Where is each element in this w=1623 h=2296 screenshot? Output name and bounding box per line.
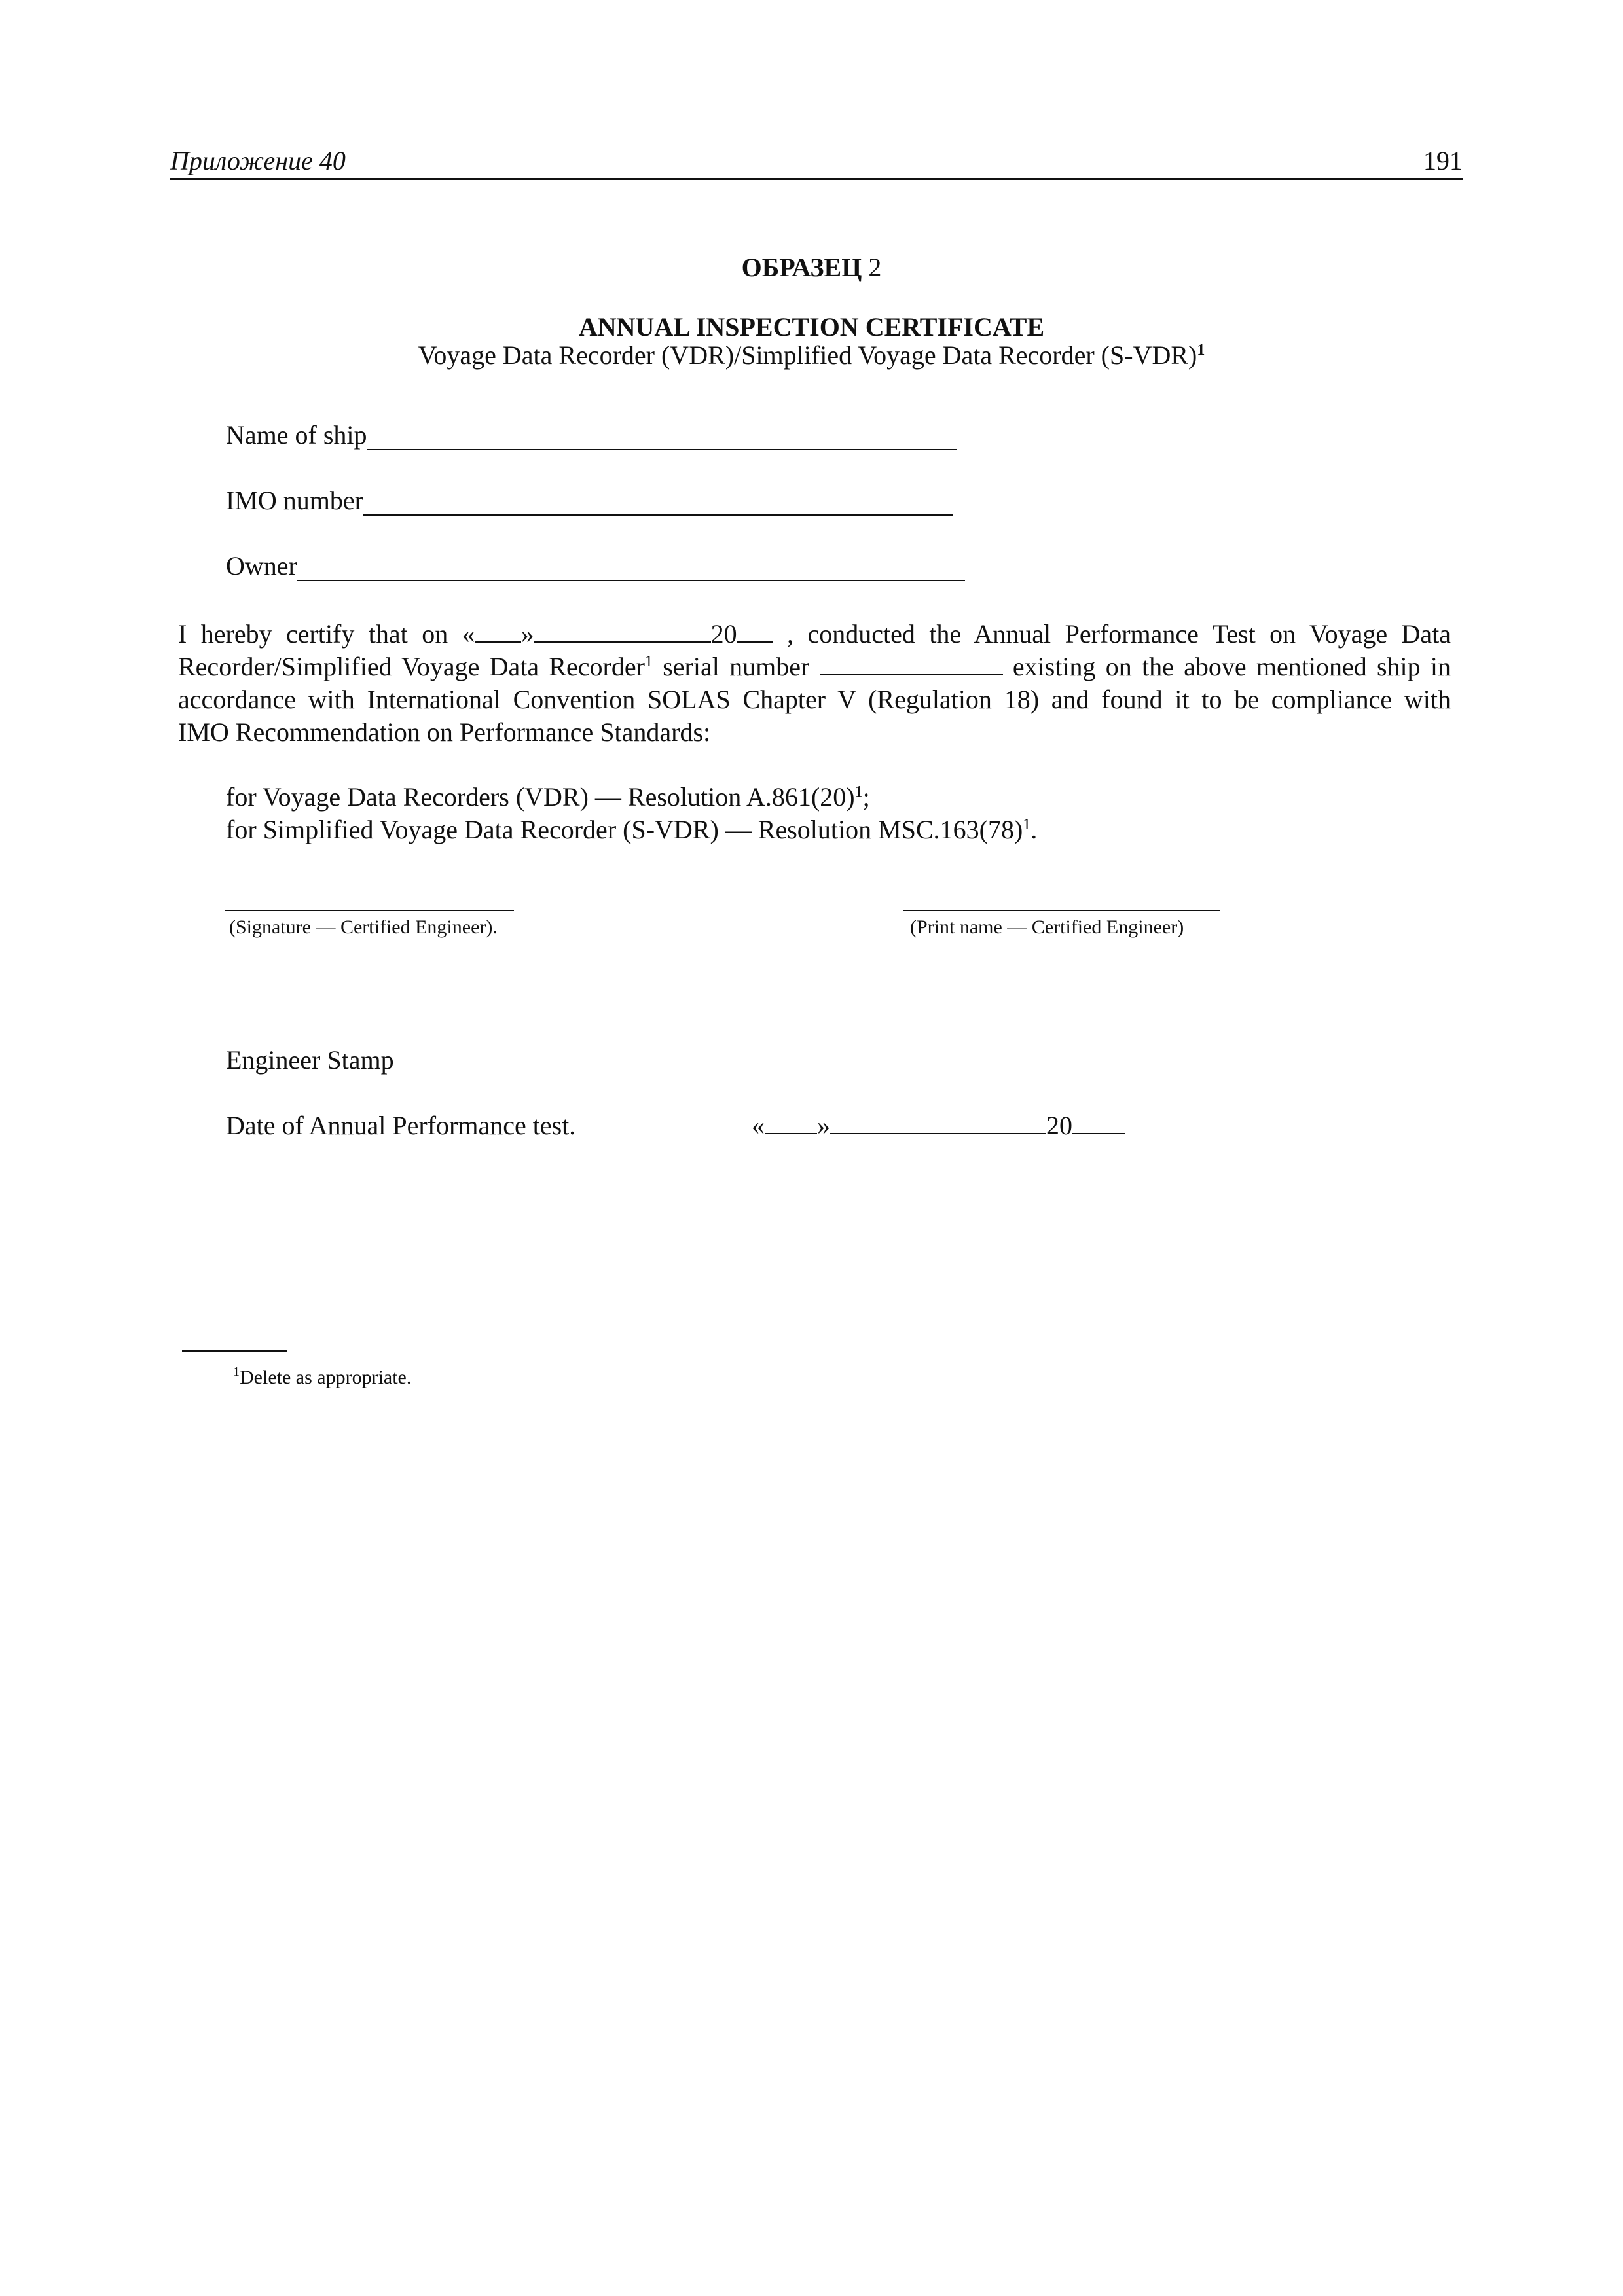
date-month-blank[interactable]: [830, 1112, 1046, 1134]
year-blank[interactable]: [737, 620, 773, 643]
paragraph-text: I hereby certify that on «: [178, 619, 475, 649]
signature-caption: (Signature — Certified Engineer).: [229, 916, 498, 938]
footnote-divider: [182, 1350, 287, 1352]
owner-field: [226, 550, 965, 581]
paragraph-line-4: IMO Recommendation on Performance Standards:: [178, 717, 711, 747]
print-name-caption: (Print name — Certified Engineer): [910, 916, 1184, 938]
certification-paragraph: [178, 618, 1451, 749]
name-of-ship-blank[interactable]: [367, 427, 957, 450]
imo-number-field: [226, 485, 953, 516]
sample-number: 2: [868, 253, 882, 282]
paragraph-text: serial number: [663, 652, 810, 681]
owner-label: Owner: [226, 551, 297, 581]
resolutions-list: [226, 781, 1037, 846]
month-blank[interactable]: [534, 620, 711, 643]
paragraph-text: 20: [710, 619, 737, 649]
name-of-ship-field: [226, 420, 957, 450]
sample-label: ОБРАЗЕЦ: [741, 253, 862, 282]
appendix-label: Приложение 40: [170, 146, 346, 175]
resolution-punct: .: [1030, 815, 1038, 844]
imo-number-blank[interactable]: [363, 492, 953, 516]
footnote-marker: 1: [644, 653, 653, 670]
page-number: 191: [1423, 146, 1463, 175]
paragraph-text: Recorder/Simplified Voyage Data Recorder: [178, 652, 645, 681]
footnote: [233, 1367, 411, 1389]
resolution-punct: ;: [862, 782, 870, 812]
date-fill: [752, 1110, 1125, 1141]
owner-blank[interactable]: [297, 558, 965, 581]
footnote-marker: 1: [1023, 816, 1031, 833]
paragraph-text: existing on the above mentioned ship in: [1012, 652, 1451, 681]
signature-line[interactable]: [225, 910, 514, 911]
imo-number-label: IMO number: [226, 486, 363, 515]
footnote-marker: 1: [233, 1365, 240, 1379]
resolution-text: for Simplified Voyage Data Recorder (S-VDR) — Resolution MSC.163(78): [226, 815, 1023, 844]
date-close-quote: »: [817, 1111, 830, 1140]
paragraph-line-3: accordance with International Convention SOLAS Chapter V (Regulation 18) and found it to be compliance with: [178, 685, 1451, 714]
serial-number-blank[interactable]: [820, 653, 1003, 675]
resolution-text: for Voyage Data Recorders (VDR) — Resolution A.861(20): [226, 782, 855, 812]
certificate-subtitle: [0, 340, 1623, 370]
footnote-marker: 1: [854, 783, 863, 800]
paragraph-line-2: [178, 651, 1451, 683]
resolution-svdr: [226, 814, 1037, 846]
header-divider: [170, 178, 1463, 180]
name-of-ship-label: Name of ship: [226, 420, 367, 450]
paragraph-text: , conducted the Annual Performance Test on Voyage Data: [787, 619, 1451, 649]
paragraph-text: »: [520, 619, 534, 649]
print-name-line[interactable]: [903, 910, 1220, 911]
date-open-quote: «: [752, 1111, 765, 1140]
date-year-blank[interactable]: [1072, 1112, 1125, 1134]
resolution-vdr: [226, 781, 1037, 814]
date-label: Date of Annual Performance test.: [226, 1111, 576, 1140]
sample-heading: [0, 252, 1623, 283]
date-day-blank[interactable]: [765, 1112, 817, 1134]
date-year-prefix: 20: [1046, 1111, 1072, 1140]
paragraph-line-1: [178, 618, 1451, 651]
certificate-subtitle-text: Voyage Data Recorder (VDR)/Simplified Voyage Data Recorder (S-VDR): [418, 340, 1197, 370]
footnote-marker: 1: [1197, 342, 1205, 359]
certificate-title: ANNUAL INSPECTION CERTIFICATE: [578, 312, 1045, 342]
engineer-stamp-label: Engineer Stamp: [226, 1045, 394, 1075]
footnote-text: Delete as appropriate.: [240, 1367, 412, 1388]
day-blank[interactable]: [475, 620, 521, 643]
